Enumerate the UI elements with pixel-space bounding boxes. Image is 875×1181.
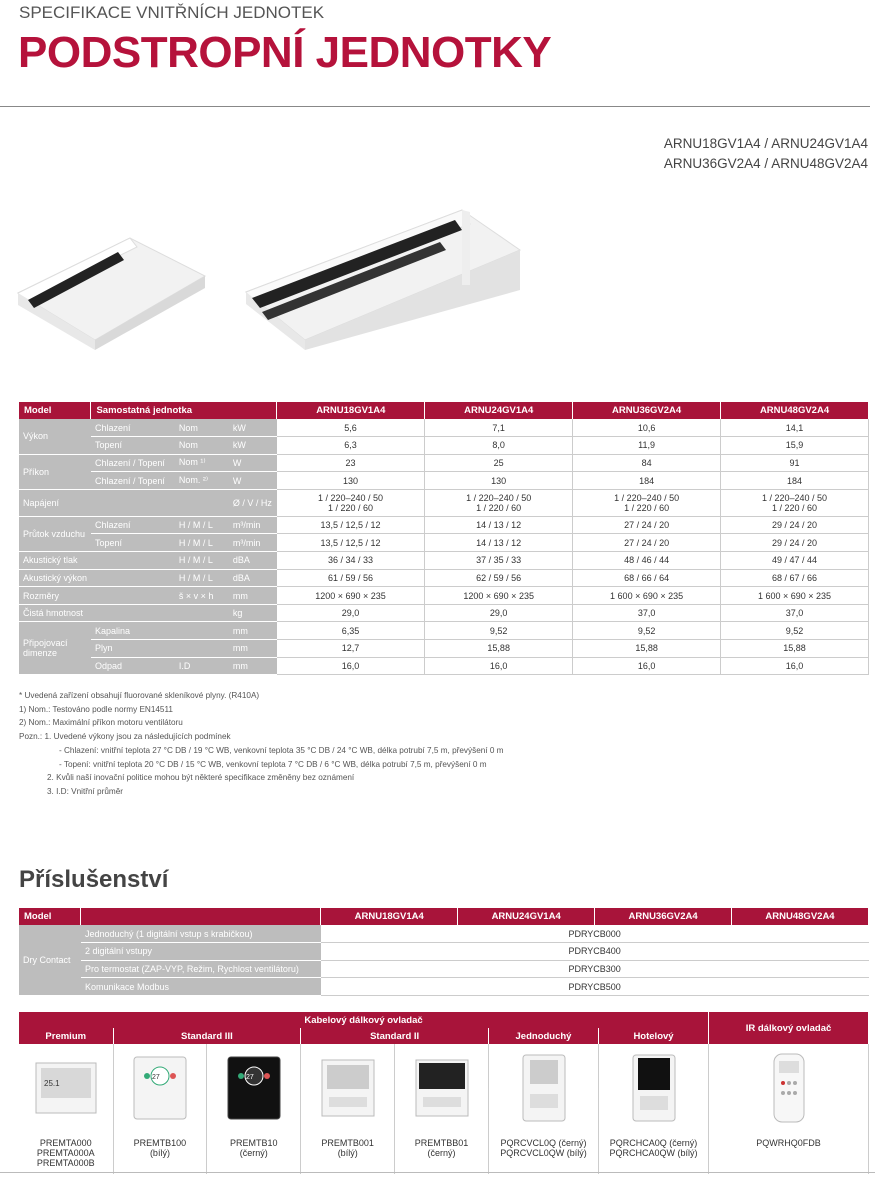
controller-code: PREMTBB01 (černý) [395,1134,489,1174]
spec-value: 27 / 24 / 20 [573,534,721,552]
spec-group-label: Rozměry [19,587,91,605]
spec-value: 14,1 [721,419,869,437]
spec-cond-label [175,489,229,516]
spec-value: 11,9 [573,437,721,455]
spec-unit-label: m³/min [229,534,277,552]
spec-sub-label: Plyn [91,640,175,658]
spec-sub-label: Odpad [91,657,175,675]
spec-header-col: ARNU48GV2A4 [721,402,869,419]
spec-cond-label [175,604,229,622]
spec-sub-label: Chlazení / Topení [91,472,175,490]
spec-value: 49 / 47 / 44 [721,552,869,570]
spec-cond-label: Nom [175,419,229,437]
spec-sub-label: Chlazení [91,419,175,437]
spec-value: 37,0 [721,604,869,622]
spec-cond-label: H / M / L [175,534,229,552]
spec-value: 29 / 24 / 20 [721,516,869,534]
spec-unit-label: W [229,454,277,472]
spec-value: 9,52 [721,622,869,640]
spec-cond-label [175,622,229,640]
ir-controller-header: IR dálkový ovladač [709,1012,869,1044]
spec-value: 68 / 67 / 66 [721,569,869,587]
spec-value: 14 / 13 / 12 [425,516,573,534]
acc-header-col: ARNU48GV2A4 [732,908,869,925]
spec-value: 14 / 13 / 12 [425,534,573,552]
spec-row [19,534,869,552]
spec-sub-label: Kapalina [91,622,175,640]
acc-row-label: Komunikace Modbus [81,978,321,996]
spec-sub-label [91,569,175,587]
controller-image-cell [709,1044,869,1134]
spec-group-label: Akustický tlak [19,552,91,570]
spec-cond-label: Nom. ²⁾ [175,472,229,490]
spec-cond-label: H / M / L [175,569,229,587]
spec-value: 130 [425,472,573,490]
note: Pozn.: 1. Uvedené výkony jsou za následujících podmínek [19,732,231,742]
accessories-table [19,908,869,996]
section-subtitle: SPECIFIKACE VNITŘNÍCH JEDNOTEK [19,3,325,22]
spec-cond-label: Nom ¹⁾ [175,454,229,472]
spec-row [19,419,869,437]
spec-row [19,569,869,587]
spec-group-label: Příkon [19,454,91,489]
spec-header-unit: Samostatná jednotka [91,402,277,419]
standard3-black-screen-text: 27 [245,1074,254,1081]
spec-sub-label [91,552,175,570]
spec-header-row [19,402,869,419]
spec-value: 23 [277,454,425,472]
spec-cond-label [175,640,229,658]
acc-row-value: PDRYCB400 [321,943,869,961]
unit-images [0,190,875,360]
standard2-white-image [321,1059,375,1117]
spec-row [19,516,869,534]
spec-value: 91 [721,454,869,472]
spec-value: 13,5 / 12,5 / 12 [277,516,425,534]
spec-value: 130 [277,472,425,490]
spec-sub-label: Chlazení [91,516,175,534]
spec-value: 27 / 24 / 20 [573,516,721,534]
acc-row [19,925,869,943]
spec-sub-label [91,587,175,605]
acc-row-value: PDRYCB000 [321,925,869,943]
spec-value: 5,6 [277,419,425,437]
spec-unit-label: W [229,472,277,490]
note: - Chlazení: vnitřní teplota 27 °C DB / 19 °C WB, venkovní teplota 35 °C DB / 24 °C WB, délka potrubí 7,5 m, převýšení 0 m [59,745,504,755]
controller-image-cell [395,1044,489,1134]
spec-value: 16,0 [721,657,869,675]
spec-group-label: Výkon [19,419,91,454]
acc-header-col: ARNU36GV2A4 [595,908,732,925]
note: * Uvedená zařízení obsahují fluorované skleníkové plyny. (R410A) [19,691,260,700]
note: 3. I.D: Vnitřní průměr [47,786,123,796]
spec-value: 48 / 46 / 44 [573,552,721,570]
hotel-controller-image [632,1054,676,1122]
ir-remote-image [768,1053,810,1123]
controller-code: PREMTB001 (bílý) [301,1134,395,1174]
spec-group-label: Akustický výkon [19,569,91,587]
spec-group-label: Napájení [19,489,91,516]
spec-row [19,472,869,490]
spec-unit-label: Ø / V / Hz [229,489,277,516]
spec-cond-label: H / M / L [175,516,229,534]
divider [0,106,870,107]
ctrl-category: Jednoduchý [489,1028,599,1044]
spec-value: 62 / 59 / 56 [425,569,573,587]
bottom-divider [0,1172,875,1173]
notes [19,689,504,799]
spec-value: 6,35 [277,622,425,640]
spec-value: 9,52 [573,622,721,640]
spec-unit-label: dBA [229,552,277,570]
spec-row [19,437,869,455]
spec-value: 29,0 [425,604,573,622]
standard2-black-image [415,1059,469,1117]
standard3-white-image [133,1056,187,1120]
spec-value: 8,0 [425,437,573,455]
spec-row [19,454,869,472]
spec-unit-label: m³/min [229,516,277,534]
controller-image-cell [207,1044,301,1134]
spec-value: 1 / 220–240 / 50 1 / 220 / 60 [425,489,573,516]
controller-image-cell [599,1044,709,1134]
spec-table [19,402,869,675]
controller-image-cell [113,1044,207,1134]
spec-group-label: Připojovací dimenze [19,622,91,675]
spec-unit-label: kW [229,419,277,437]
controllers-table [19,1012,869,1174]
spec-sub-label [91,489,175,516]
accessories-header-row [19,908,869,925]
acc-row [19,943,869,961]
spec-header-col: ARNU18GV1A4 [277,402,425,419]
note: - Topení: vnitřní teplota 20 °C DB / 15 °C WB, venkovní teplota 7 °C DB / 6 °C WB, délka potrubí 7,5 m, převýšení 0 m [59,759,487,769]
controller-code: PREMTA000 PREMTA000A PREMTA000B [19,1134,113,1174]
spec-value: 29,0 [277,604,425,622]
spec-value: 7,1 [425,419,573,437]
spec-value: 6,3 [277,437,425,455]
accessories-title: Příslušenství [19,866,169,893]
spec-value: 13,5 / 12,5 / 12 [277,534,425,552]
ctrl-category: Standard III [113,1028,301,1044]
spec-unit-label: kg [229,604,277,622]
acc-row-label: Pro termostat (ZAP-VYP, Režim, Rychlost ventilátoru) [81,960,321,978]
spec-value: 1 / 220–240 / 50 1 / 220 / 60 [573,489,721,516]
spec-group-label: Čistá hmotnost [19,604,91,622]
acc-row-value: PDRYCB500 [321,978,869,996]
spec-sub-label: Topení [91,534,175,552]
spec-value: 15,9 [721,437,869,455]
spec-value: 36 / 34 / 33 [277,552,425,570]
spec-unit-label: mm [229,587,277,605]
small-unit-image [18,238,205,350]
controller-code: PREMTB100 (bílý) [113,1134,207,1174]
spec-header-col: ARNU24GV1A4 [425,402,573,419]
spec-sub-label: Chlazení / Topení [91,454,175,472]
note: 1) Nom.: Testováno podle normy EN14511 [19,704,173,714]
spec-value: 15,88 [721,640,869,658]
ctrl-category: Hotelový [599,1028,709,1044]
spec-value: 16,0 [573,657,721,675]
controller-code: PREMTB10 (černý) [207,1134,301,1174]
spec-unit-label: mm [229,657,277,675]
standard3-black-image [227,1056,281,1120]
spec-value: 15,88 [425,640,573,658]
spec-value: 29 / 24 / 20 [721,534,869,552]
spec-unit-label: mm [229,640,277,658]
spec-sub-label: Topení [91,437,175,455]
acc-header-col: ARNU18GV1A4 [321,908,458,925]
acc-row-label: 2 digitální vstupy [81,943,321,961]
spec-value: 84 [573,454,721,472]
spec-row [19,489,869,516]
spec-unit-label: mm [229,622,277,640]
ctrl-category: Standard II [301,1028,489,1044]
ctrl-category: Premium [19,1028,113,1044]
spec-row [19,604,869,622]
note: 2. Kvůli naší inovační politice mohou být některé specifikace změněny bez oznámení [47,773,355,783]
acc-header-blank [81,908,321,925]
ctrl-header-row-1 [19,1012,869,1028]
model-list [664,134,868,174]
spec-value: 1200 × 690 × 235 [277,587,425,605]
spec-row [19,587,869,605]
spec-unit-label: dBA [229,569,277,587]
spec-row [19,657,869,675]
spec-value: 184 [721,472,869,490]
models-line-1: ARNU18GV1A4 / ARNU24GV1A4 [663,136,868,151]
spec-value: 12,7 [277,640,425,658]
spec-header-model: Model [19,402,91,419]
spec-row [19,622,869,640]
spec-value: 61 / 59 / 56 [277,569,425,587]
spec-row [19,552,869,570]
wired-controller-header: Kabelový dálkový ovladač [19,1012,709,1028]
spec-cond-label: š × v × h [175,587,229,605]
spec-value: 25 [425,454,573,472]
acc-row-label: Jednoduchý (1 digitální vstup s krabičkou) [81,925,321,943]
spec-value: 1 / 220–240 / 50 1 / 220 / 60 [721,489,869,516]
spec-value: 68 / 66 / 64 [573,569,721,587]
spec-group-label: Průtok vzduchu [19,516,91,551]
acc-group-label: Dry Contact [19,925,81,995]
spec-value: 16,0 [425,657,573,675]
spec-value: 9,52 [425,622,573,640]
spec-value: 37,0 [573,604,721,622]
controller-image-cell [19,1044,113,1134]
premium-controller-image [35,1062,97,1114]
spec-value: 10,6 [573,419,721,437]
ctrl-image-row [19,1044,869,1134]
spec-value: 184 [573,472,721,490]
spec-value: 15,88 [573,640,721,658]
premium-screen-text: 25.1 [43,1079,60,1088]
acc-row [19,978,869,996]
spec-unit-label: kW [229,437,277,455]
controller-image-cell [489,1044,599,1134]
page-title: PODSTROPNÍ JEDNOTKY [18,28,552,77]
models-line-2: ARNU36GV2A4 / ARNU48GV2A4 [663,156,868,171]
spec-value: 1200 × 690 × 235 [425,587,573,605]
spec-cond-label: I.D [175,657,229,675]
standard3-white-screen-text: 27 [151,1074,160,1081]
spec-cond-label: H / M / L [175,552,229,570]
controller-image-cell [301,1044,395,1134]
acc-header-model: Model [19,908,81,925]
spec-sub-label [91,604,175,622]
spec-value: 1 600 × 690 × 235 [573,587,721,605]
spec-cond-label: Nom [175,437,229,455]
spec-value: 1 600 × 690 × 235 [721,587,869,605]
acc-header-col: ARNU24GV1A4 [458,908,595,925]
acc-row [19,960,869,978]
controller-code: PQWRHQ0FDB [709,1134,869,1174]
spec-value: 16,0 [277,657,425,675]
spec-value: 1 / 220–240 / 50 1 / 220 / 60 [277,489,425,516]
large-unit-image [246,210,520,350]
note: 2) Nom.: Maximální příkon motoru ventilátoru [19,718,183,728]
controller-code: PQRCHCA0Q (černý) PQRCHCA0QW (bílý) [599,1134,709,1174]
spec-value: 37 / 35 / 33 [425,552,573,570]
spec-header-col: ARNU36GV2A4 [573,402,721,419]
simple-controller-image [522,1054,566,1122]
acc-row-value: PDRYCB300 [321,960,869,978]
spec-row [19,640,869,658]
controller-code: PQRCVCL0Q (černý) PQRCVCL0QW (bílý) [489,1134,599,1174]
ctrl-code-row [19,1134,869,1174]
